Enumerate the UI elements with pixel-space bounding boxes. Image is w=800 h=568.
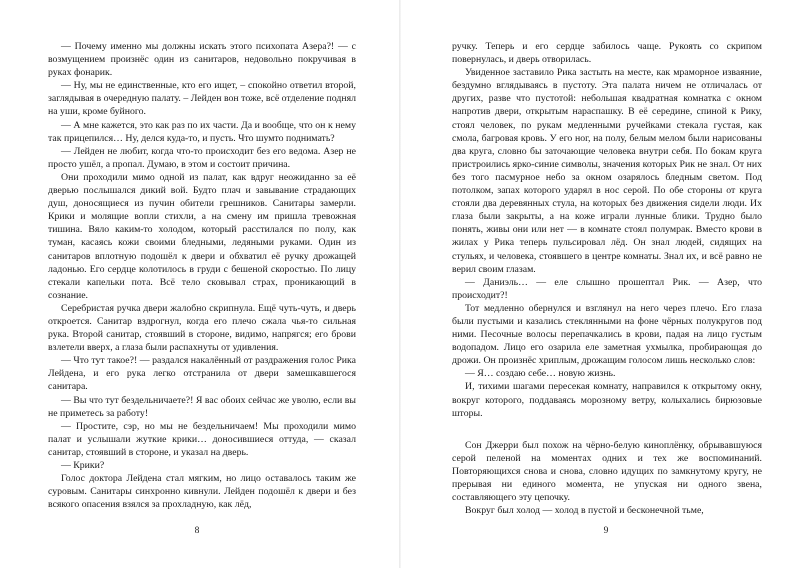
paragraph: Они проходили мимо одной из палат, как вдруг неожиданно за её дверью послышался дикий вой. Будто плач и завывание страдающих душ, доносящиеся из пучин обители грешников. Санитары замерли. Крики и молящие вопли стихли, а на смену им пришла тревожная тишина. Вяло каким-то холодом, который расстилался по полу, как туман, касаясь кожи своими бледными, ледяными руками. Один из санитаров вплотную подошёл к двери и обхватил её ручку дрожащей ладонью. Его сердце колотилось в груди с бешеной скоростью. По лицу стекали капельки пота. Всё тело сковывал страх, проникающий в сознание.: [48, 171, 356, 301]
paragraph: — Я… создаю себе… новую жизнь.: [465, 368, 616, 380]
paragraph: Серебристая ручка двери жалобно скрипнула. Ещё чуть-чуть, и дверь откроется. Санитар вздрогнул, когда его плечо сжала чья-то сильная рука. Второй санитар, стоявший в стороне, видимо, напрягся; его брови взлетели вверх, а глаза были распахнуты от удивления.: [48, 302, 356, 354]
paragraph: — Лейден не любит, когда что-то происходит без его ведома. Азер не просто ушёл, а пропал. Думаю, в этом и состоит причина.: [48, 145, 356, 170]
paragraph: — Ну, мы не единственные, кто его ищет, – спокойно ответил второй, заглядывая в очередную палату. – Лейден вон тоже, всё отделение поднял на уши, кроме буйного.: [48, 80, 356, 118]
paragraph: ручку. Теперь и его сердце забилось чаще. Рукоять со скрипом повернулась, и дверь отворилась.: [452, 41, 762, 66]
paragraph: И, тихими шагами пересекая комнату, направился к открытому окну, вокруг которого, поддаваясь морозному ветру, колыхались бирюзовые шторы.: [452, 381, 762, 419]
page-number: 8: [194, 526, 200, 536]
paragraph: — Почему именно мы должны искать этого психопата Азера?! — с возмущением произнёс один из санитаров, недовольно покручивая в руках фонарик.: [48, 41, 356, 79]
paragraph: — Крики?: [61, 460, 105, 471]
left-page-text: [48, 40, 356, 511]
right-page-text: [452, 40, 762, 517]
page-number: 9: [603, 526, 609, 536]
paragraph: — А мне кажется, это как раз по их части. Да и вообще, что он к нему так прицепился… Ну, делся куда-то, и пусть. Что шумто поднимать?: [48, 119, 356, 144]
section-break: [452, 420, 762, 439]
paragraph: Тот медленно обернулся и взглянул на него через плечо. Его глаза были пустыми и казались стеклянными на фоне чёрных полукругов под ними. Песочные волосы перепачкались в крови, падая на лицо густым водопадом. Лицо его озарила еле заметная ухмылка, пробирающая до дрожи. Он произнёс хриплым, дрожащим голосом лишь несколько слов:: [452, 302, 762, 367]
paragraph: — Даниэль… — еле слышно прошептал Рик. — Азер, что происходит?!: [452, 276, 762, 301]
paragraph: Увиденное заставило Рика застыть на месте, как мраморное изваяние, бездумно вглядываясь в пустоту. Эта палата ничем не отличалась от других, разве что пустотой: небольшая квадратная комнатка с окном напротив двери, открытым нараспашку. В её середине, спиной к Рику, стоял человек, по рукам медленными ручейками стекала густая, как смола, багровая кровь. У его ног, на полу, белым мелом были нарисованы два круга, словно бы заточающие человека внутри себя. По бокам круга пристроились ярко-синие символы, значения которых Рик не знал. От них без того пасмурное небо за окном озарялось бледным светом. Под потолком, запах которого ударял в нос серой. По обе стороны от круга стояли два деревянных стула, на которых без движения сидели люди. Их глаза были закрыты, а на коже играли лунные блики. Трудно было понять, живы они или нет — в комнате стоял полумрак. Вместо крови в жилах у Рика теперь пульсировал лёд. Он знал людей, сидящих на стульях, и человека, стоявшего в центре комнаты. Знал их, и всё равно не верил своим глазам.: [452, 67, 762, 275]
paragraph: Сон Джерри был похож на чёрно-белую киноплёнку, обрывавшуюся серой пеленой на моментах одних и тех же воспоминаний. Повторяющихся снова и снова, словно идущих по замкнутому кругу, не прерывая ни единого момента, не упуская ни одного звена, составляющего эту цепочку.: [452, 439, 762, 504]
paragraph: — Вы что тут бездельничаете?! Я вас обоих сейчас же уволю, если вы не приметесь за работу!: [48, 394, 356, 419]
paragraph: Голос доктора Лейдена стал мягким, но лицо оставалось таким же суровым. Санитары синхронно кивнули. Лейден подошёл к двери и без всякого опасения взялся за прохладную, как лёд,: [48, 473, 356, 511]
paragraph: — Что тут такое?! — раздался накалённый от раздражения голос Рика Лейдена, и его рука легко отстранила от двери замешкавшегося санитара.: [48, 355, 356, 393]
paragraph: Вокруг был холод — холод в пустой и бесконечной тьме,: [465, 505, 704, 517]
paragraph: — Простите, сэр, но мы не бездельничаем! Мы проходили мимо палат и услышали жуткие крики… доносившиеся оттуда, — сказал санитар, стоявший в стороне, и указал на дверь.: [48, 420, 356, 458]
right-page: [400, 0, 800, 568]
